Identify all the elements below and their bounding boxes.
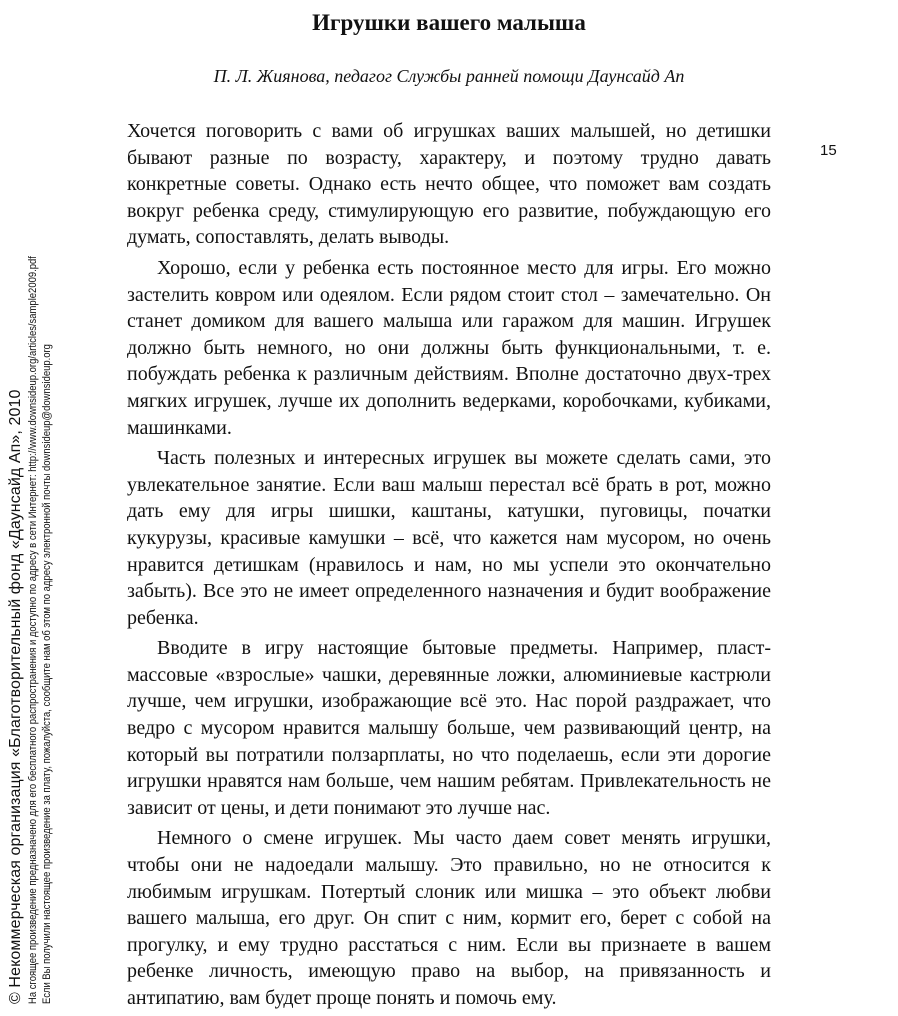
paragraph: Немного о смене игрушек. Мы часто даем совет менять игрушки, чтобы они не надоедали малышу. Это правильно, но не относится к любимым игрушкам. Потертый слоник или мишка – это объект любви вашего малыша, его друг. Он спит с ним, кормит его, берет с собой на прогулку, и ему трудно расстаться с ним. Если вы признаете в вашем ребенке личность, имеющую право на выбор, на привязанность и антипатию, вам будет проще понять и помочь ему. <box>127 827 771 1009</box>
article-title: Игрушки вашего малыша <box>312 10 586 35</box>
article-author: П. Л. Жиянова, педагог Службы ранней помощи Даунсайд Ап <box>213 66 685 86</box>
copyright-notice: © Некоммерческая организация «Благотворительный фонд «Даунсайд Ап», 2010 <box>7 389 24 1004</box>
paragraph: Хочется поговорить с вами об игрушках ваших малышей, но детишки бывают разные по возрасту, характеру, и поэтому трудно давать конкретные советы. Однако есть нечто общее, что поможет вам создать вокруг ребенка среду, стимулирующую его развитие, побуждающую его думать, сопоставлять, делать выводы. <box>127 120 771 249</box>
distribution-notice: На сгоящее произведение предназначено для его бесплатного распространения и доступно по адресу в сети Интернет: http://www.downsideup.org/articles/sample2009.pdf <box>27 256 39 1004</box>
page-number: 15 <box>820 142 837 159</box>
paragraph: Вводите в игру настоящие бытовые предметы. Например, пластмассовые «взрослые» чашки, деревянные ложки, алюминиевые кастрюли лучше, чем игрушки, изображающие всё это. Нас порой раздражает, что ведро с мусором нравится малышу больше, чем развивающий центр, на который вы потратили ползарплаты, но что поделаешь, если эти дорогие игрушки нравятся нам больше, чем нашим ребятам. Привлекательность не зависит от цены, и дети понимают это лучше нас. <box>127 637 771 819</box>
copyright-sidebar <box>6 14 54 1004</box>
contact-notice: Если Вы получили настоящее произведение за плату, пожалуйста, сообщите нам об этом по адресу электронной почты downsideup@downsideup.org <box>41 344 53 1004</box>
paragraph: Часть полезных и интересных игрушек вы можете сделать сами, это увлекательное занятие. Если ваш малыш перестал всё брать в рот, можно дать ему для игры шишки, каштаны, катушки, пуговицы, початки кукурузы, красивые камушки – всё, что кажется нам мусором, но очень нравится детишкам (нравилось и нам, но мы успели это окончательно забыть). Все это не имеет определенного назначения и будит воображение ребенка. <box>127 447 771 629</box>
paragraph: Хорошо, если у ребенка есть постоянное место для игры. Его можно застелить ковром или одеялом. Если рядом стоит стол – замечательно. Он станет домиком для вашего малыша или гаражом для машин. Игрушек должно быть немного, но они должны быть функциональными, т. е. побуждать ребенка к различным действиям. Вполне достаточно двух-трех мягких игрушек, лучше их дополнить ведерками, коробочками, кубиками, машинками. <box>127 256 771 439</box>
article-body <box>127 118 771 1016</box>
